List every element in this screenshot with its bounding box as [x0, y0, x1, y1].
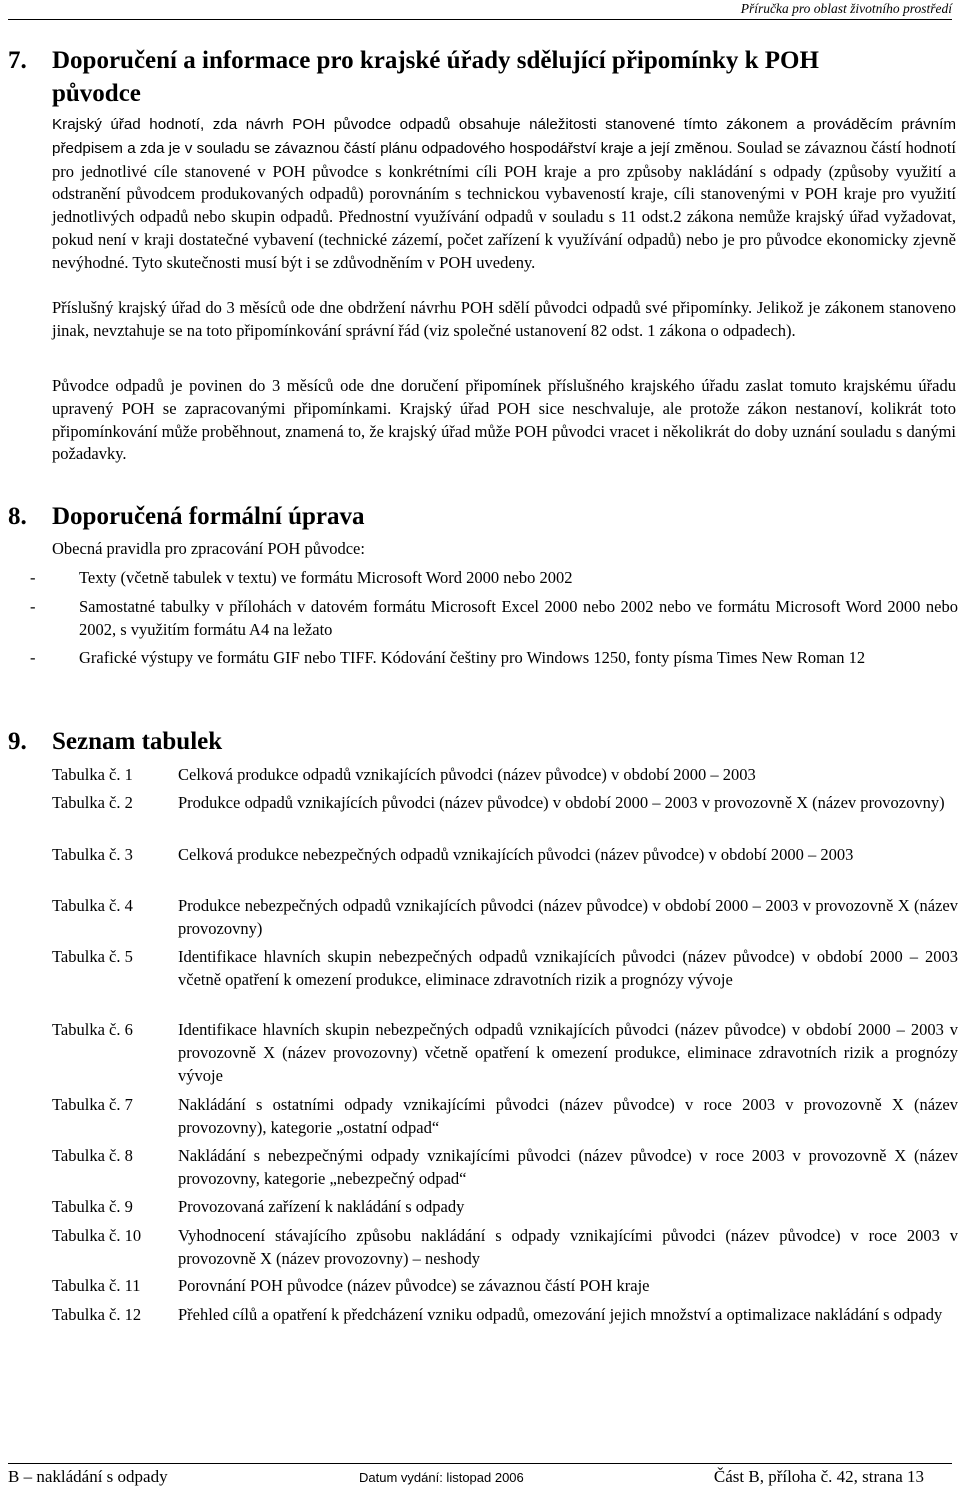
table-list-row	[52, 895, 958, 941]
table-list-row	[52, 1019, 958, 1087]
list-item-text: Grafické výstupy ve formátu GIF nebo TIFF. Kódování češtiny pro Windows 1250, fonty písma Times New Roman 12	[79, 648, 866, 667]
table-description: Nakládání s nebezpečnými odpady vznikajícími původci (název původce) v roce 2003 v provozovně X (název provozovny, kategorie „nebezpečný odpad“	[178, 1146, 958, 1188]
table-description: Vyhodnocení stávajícího způsobu nakládání s odpady vznikajícími původci (název původce) v roce 2003 v provozovně X (název provozovny) – neshody	[178, 1226, 958, 1268]
table-label: Tabulka č. 8	[52, 1146, 133, 1165]
table-label: Tabulka č. 2	[52, 793, 133, 812]
table-list-row	[52, 1145, 958, 1191]
table-description: Identifikace hlavních skupin nebezpečných odpadů vznikajících původci (název původce) v období 2000 – 2003 včetně opatření k omezení produkce, eliminace zdravotních rizik a prognózy vývoje	[178, 947, 958, 989]
section-7-title-line2: původce	[52, 80, 141, 107]
section-9-number: 9.	[8, 728, 27, 755]
paragraph-2: Příslušný krajský úřad do 3 měsíců ode dne obdržení návrhu POH sdělí původci odpadů své připomínky. Jelikož je zákonem stanoveno jinak, nevztahuje se na toto připomínkování správní řád (viz společné ustanovení 82 odst. 1 zákona o odpadech).	[52, 298, 956, 340]
list-item-text: Texty (včetně tabulek v textu) ve formátu Microsoft Word 2000 nebo 2002	[79, 568, 573, 587]
table-list-row	[52, 1094, 958, 1140]
section-8-intro: Obecná pravidla pro zpracování POH původce:	[52, 539, 365, 558]
footer-issue-date: Datum vydání: listopad 2006	[359, 1470, 524, 1485]
table-label: Tabulka č. 4	[52, 896, 133, 915]
table-description: Celková produkce odpadů vznikajících původci (název původce) v období 2000 – 2003	[178, 765, 756, 784]
paragraph-3: Původce odpadů je povinen do 3 měsíců ode dne doručení připomínek příslušného krajského úřadu zaslat tomuto krajskému úřadu upravený POH se zapracovanými připomínkami. Krajský úřad POH sice neschvaluje, ale protože zákon nestanoví, kolikrát toto připomínkování může proběhnout, znamená to, že krajský úřad může POH původci vracet i několikrát do doby uznání souladu s danými požadavky.	[52, 376, 956, 464]
list-item-text: Samostatné tabulky v přílohách v datovém formátu Microsoft Excel 2000 nebo 2002 nebo ve formátu Microsoft Word 2000 nebo 2002, s využitím formátu A4 na ležato	[79, 597, 958, 639]
paragraph-1-serif-part: Soulad se závaznou částí hodnotí pro jednotlivé cíle stanovené v POH původce s konkrétními cíli POH kraje a pro způsoby nakládání s odpady (způsoby využití a odstranění původcem produkovaných odpadů) porovnáním s technickou vybaveností kraje, cíli stanovenými v POH kraje pro využití jednotlivých odpadů nebo skupin odpadů. Přednostní využívání odpadů v souladu s 11 odst.2 zákona nemůže krajský úřad vyžadovat, pokud není v kraji dostatečné vybavení (technické zázemí, počet zařízení k využívání odpadů) nebo je pro původce ekonomicky zjevně nevýhodné. Tyto skutečnosti musí být i se zdůvodněním v POH uvedeny.	[52, 137, 957, 272]
table-list-row	[52, 764, 958, 787]
table-description: Provozovaná zařízení k nakládání s odpady	[178, 1197, 465, 1216]
section-8-title: Doporučená formální úprava	[52, 503, 365, 530]
table-label: Tabulka č. 7	[52, 1095, 133, 1114]
table-list-row	[52, 1275, 958, 1298]
list-dash: -	[30, 568, 36, 587]
section-9-heading	[8, 727, 222, 757]
section-9-title: Seznam tabulek	[52, 728, 223, 755]
table-label: Tabulka č. 10	[52, 1226, 142, 1245]
table-label: Tabulka č. 5	[52, 947, 133, 966]
list-item	[30, 647, 958, 670]
table-description: Přehled cílů a opatření k předcházení vzniku odpadů, omezování jejich množství a optimalizace nakládání s odpady	[178, 1305, 943, 1324]
section-7-body	[52, 113, 956, 275]
table-description: Produkce odpadů vznikajících původci (název původce) v období 2000 – 2003 v provozovně X (název provozovny)	[178, 793, 945, 812]
section-8-number: 8.	[8, 503, 27, 530]
table-label: Tabulka č. 11	[52, 1276, 141, 1295]
section-7-number: 7.	[8, 47, 27, 74]
table-label: Tabulka č. 3	[52, 845, 133, 864]
table-label: Tabulka č. 9	[52, 1197, 133, 1216]
paragraph-1	[52, 113, 956, 275]
table-description: Celková produkce nebezpečných odpadů vznikajících původci (název původce) v období 2000 – 2003	[178, 845, 854, 864]
table-list-row	[52, 946, 958, 992]
table-list-row	[52, 1196, 958, 1219]
list-item	[30, 596, 958, 642]
header-rule	[8, 19, 952, 20]
paragraph-1-sans-part: Krajský úřad hodnotí, zda návrh POH původce odpadů obsahuje náležitosti stanovené tímto zákonem a prováděcím právním předpisem a zda je v souladu se závaznou částí plánu odpadového hospodářství kraje a její změnou.	[52, 116, 956, 157]
table-list-row	[52, 1225, 958, 1271]
list-dash: -	[30, 648, 36, 667]
table-list-row	[52, 844, 958, 867]
footer-rule	[8, 1463, 952, 1464]
running-header: Příručka pro oblast životního prostředí	[740, 1, 952, 16]
table-description: Identifikace hlavních skupin nebezpečných odpadů vznikajících původci (název původce) v období 2000 – 2003 v provozovně X (název provozovny) včetně opatření k omezení produkce, eliminace zdravotních rizik a prognózy vývoje	[178, 1020, 958, 1085]
footer-left: B – nakládání s odpady	[8, 1467, 168, 1486]
table-label: Tabulka č. 6	[52, 1020, 133, 1039]
section-7-title-line1: Doporučení a informace pro krajské úřady sdělující připomínky k POH	[52, 47, 819, 74]
table-label: Tabulka č. 12	[52, 1305, 142, 1324]
footer-page-number: Část B, příloha č. 42, strana 13	[713, 1467, 924, 1486]
list-item	[30, 567, 958, 590]
page-footer	[8, 1466, 924, 1488]
section-7-heading	[8, 46, 819, 76]
table-description: Produkce nebezpečných odpadů vznikajících původci (název původce) v období 2000 – 2003 v provozovně X (název provozovny)	[178, 896, 958, 938]
list-dash: -	[30, 597, 36, 616]
section-8-heading	[8, 502, 365, 532]
table-description: Nakládání s ostatními odpady vznikajícími původci (název původce) v roce 2003 v provozovně X (název provozovny), kategorie „ostatní odpad“	[178, 1095, 958, 1137]
table-list-row	[52, 792, 958, 815]
table-label: Tabulka č. 1	[52, 765, 133, 784]
table-list-row	[52, 1304, 958, 1327]
table-description: Porovnání POH původce (název původce) se závaznou částí POH kraje	[178, 1276, 650, 1295]
